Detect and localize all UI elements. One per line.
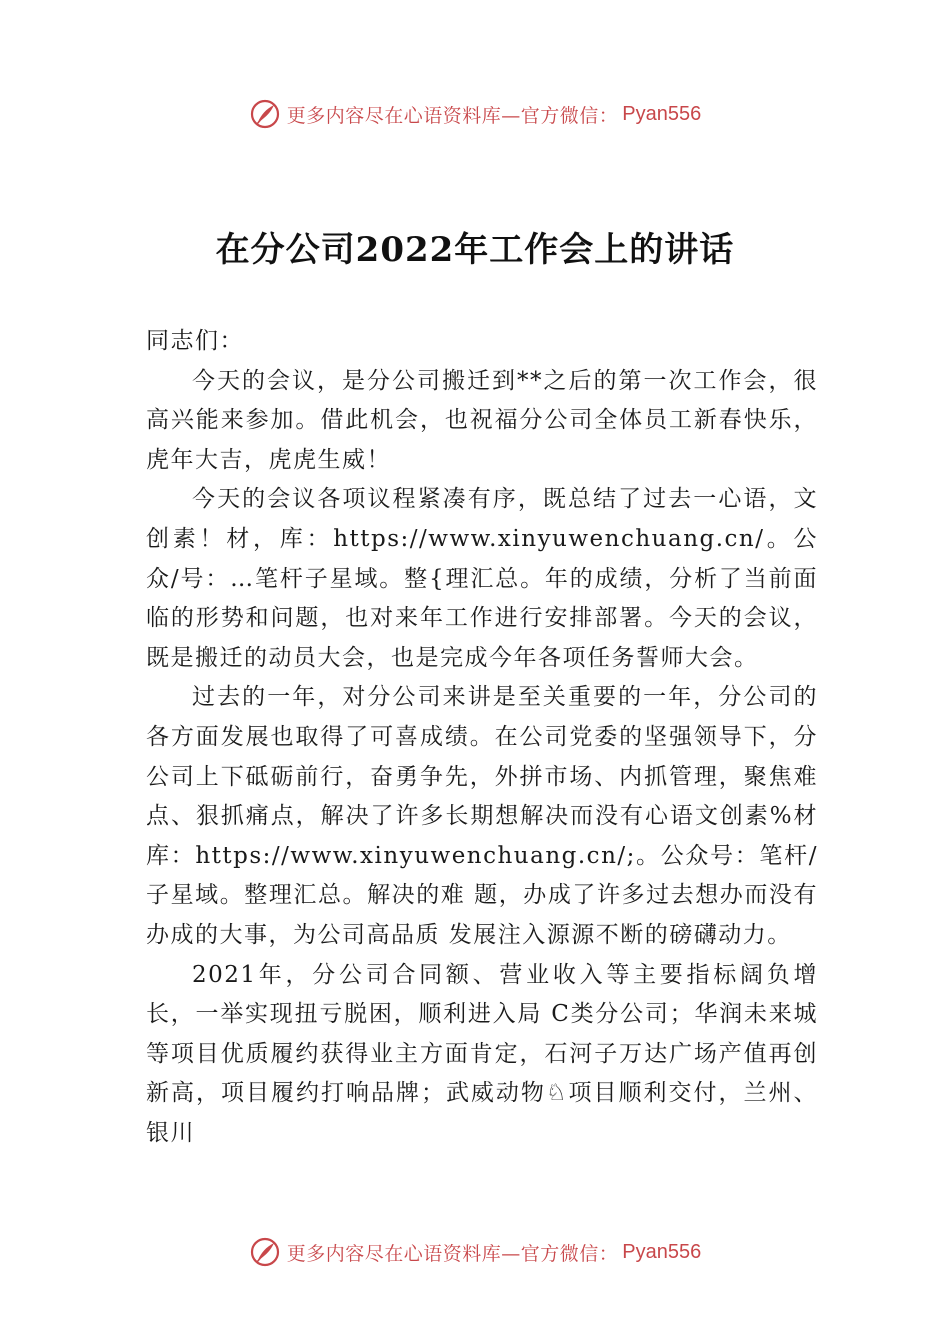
feather-pen-logo-icon [249, 1236, 281, 1268]
footer-banner [0, 1232, 950, 1272]
banner-text: 更多内容尽在心语资料库—官方微信： [286, 1242, 619, 1265]
banner-text: 更多内容尽在心语资料库—官方微信： [286, 104, 619, 127]
paragraph-1: 今天的会议，是分公司搬迁到**之后的第一次工作会，很高兴能来参加。借此机会，也祝福分公司全体员工新春快乐，虎年大吉，虎虎生威！ [146, 367, 818, 473]
paragraph-2: 今天的会议各项议程紧凑有序，既总结了过去一心语，文创素！材，库：https://www.xinyuwenchuang.cn/。公众/号：…笔杆子星域。整{理汇总。年的成绩，分析了当前面临的形势和问题，也对来年工作进行安排部署。今天的会议，既是搬迁的动员大会，也是完成今年各项任务誓师大会。 [146, 486, 818, 671]
banner-wechat-id: Pyan556 [622, 1240, 702, 1263]
greeting: 同志们： [146, 328, 244, 354]
feather-pen-logo-icon [249, 98, 281, 130]
document-title: 在分公司2022年工作会上的讲话 [215, 230, 735, 270]
banner-wechat-id: Pyan556 [622, 102, 702, 125]
document-body [146, 322, 818, 1153]
header-banner [0, 94, 950, 134]
paragraph-3: 过去的一年，对分公司来讲是至关重要的一年，分公司的各方面发展也取得了可喜成绩。在公司党委的坚强领导下，分公司上下砥砺前行，奋勇争先，外拼市场、内抓管理，聚焦难点、狠抓痛点，解决了许多长期想解决而没有心语文创素%材库：https://www.xinyuwenchuang.cn/;。公众号：笔杆/子星域。整理汇总。解决的难 题，办成了许多过去想办而没有办成的大事，为公司高品质 发展注入源源不断的磅礴动力。 [146, 684, 818, 948]
paragraph-4: 2021年，分公司合同额、营业收入等主要指标阔负增长，一举实现扭亏脱困，顺利进入局 C类分公司；华润未来城等项目优质履约获得业主方面肯定，石河子万达广场产值再创新高，项目履约打响品牌；武威动物♘项目顺利交付，兰州、银川 [146, 961, 818, 1146]
